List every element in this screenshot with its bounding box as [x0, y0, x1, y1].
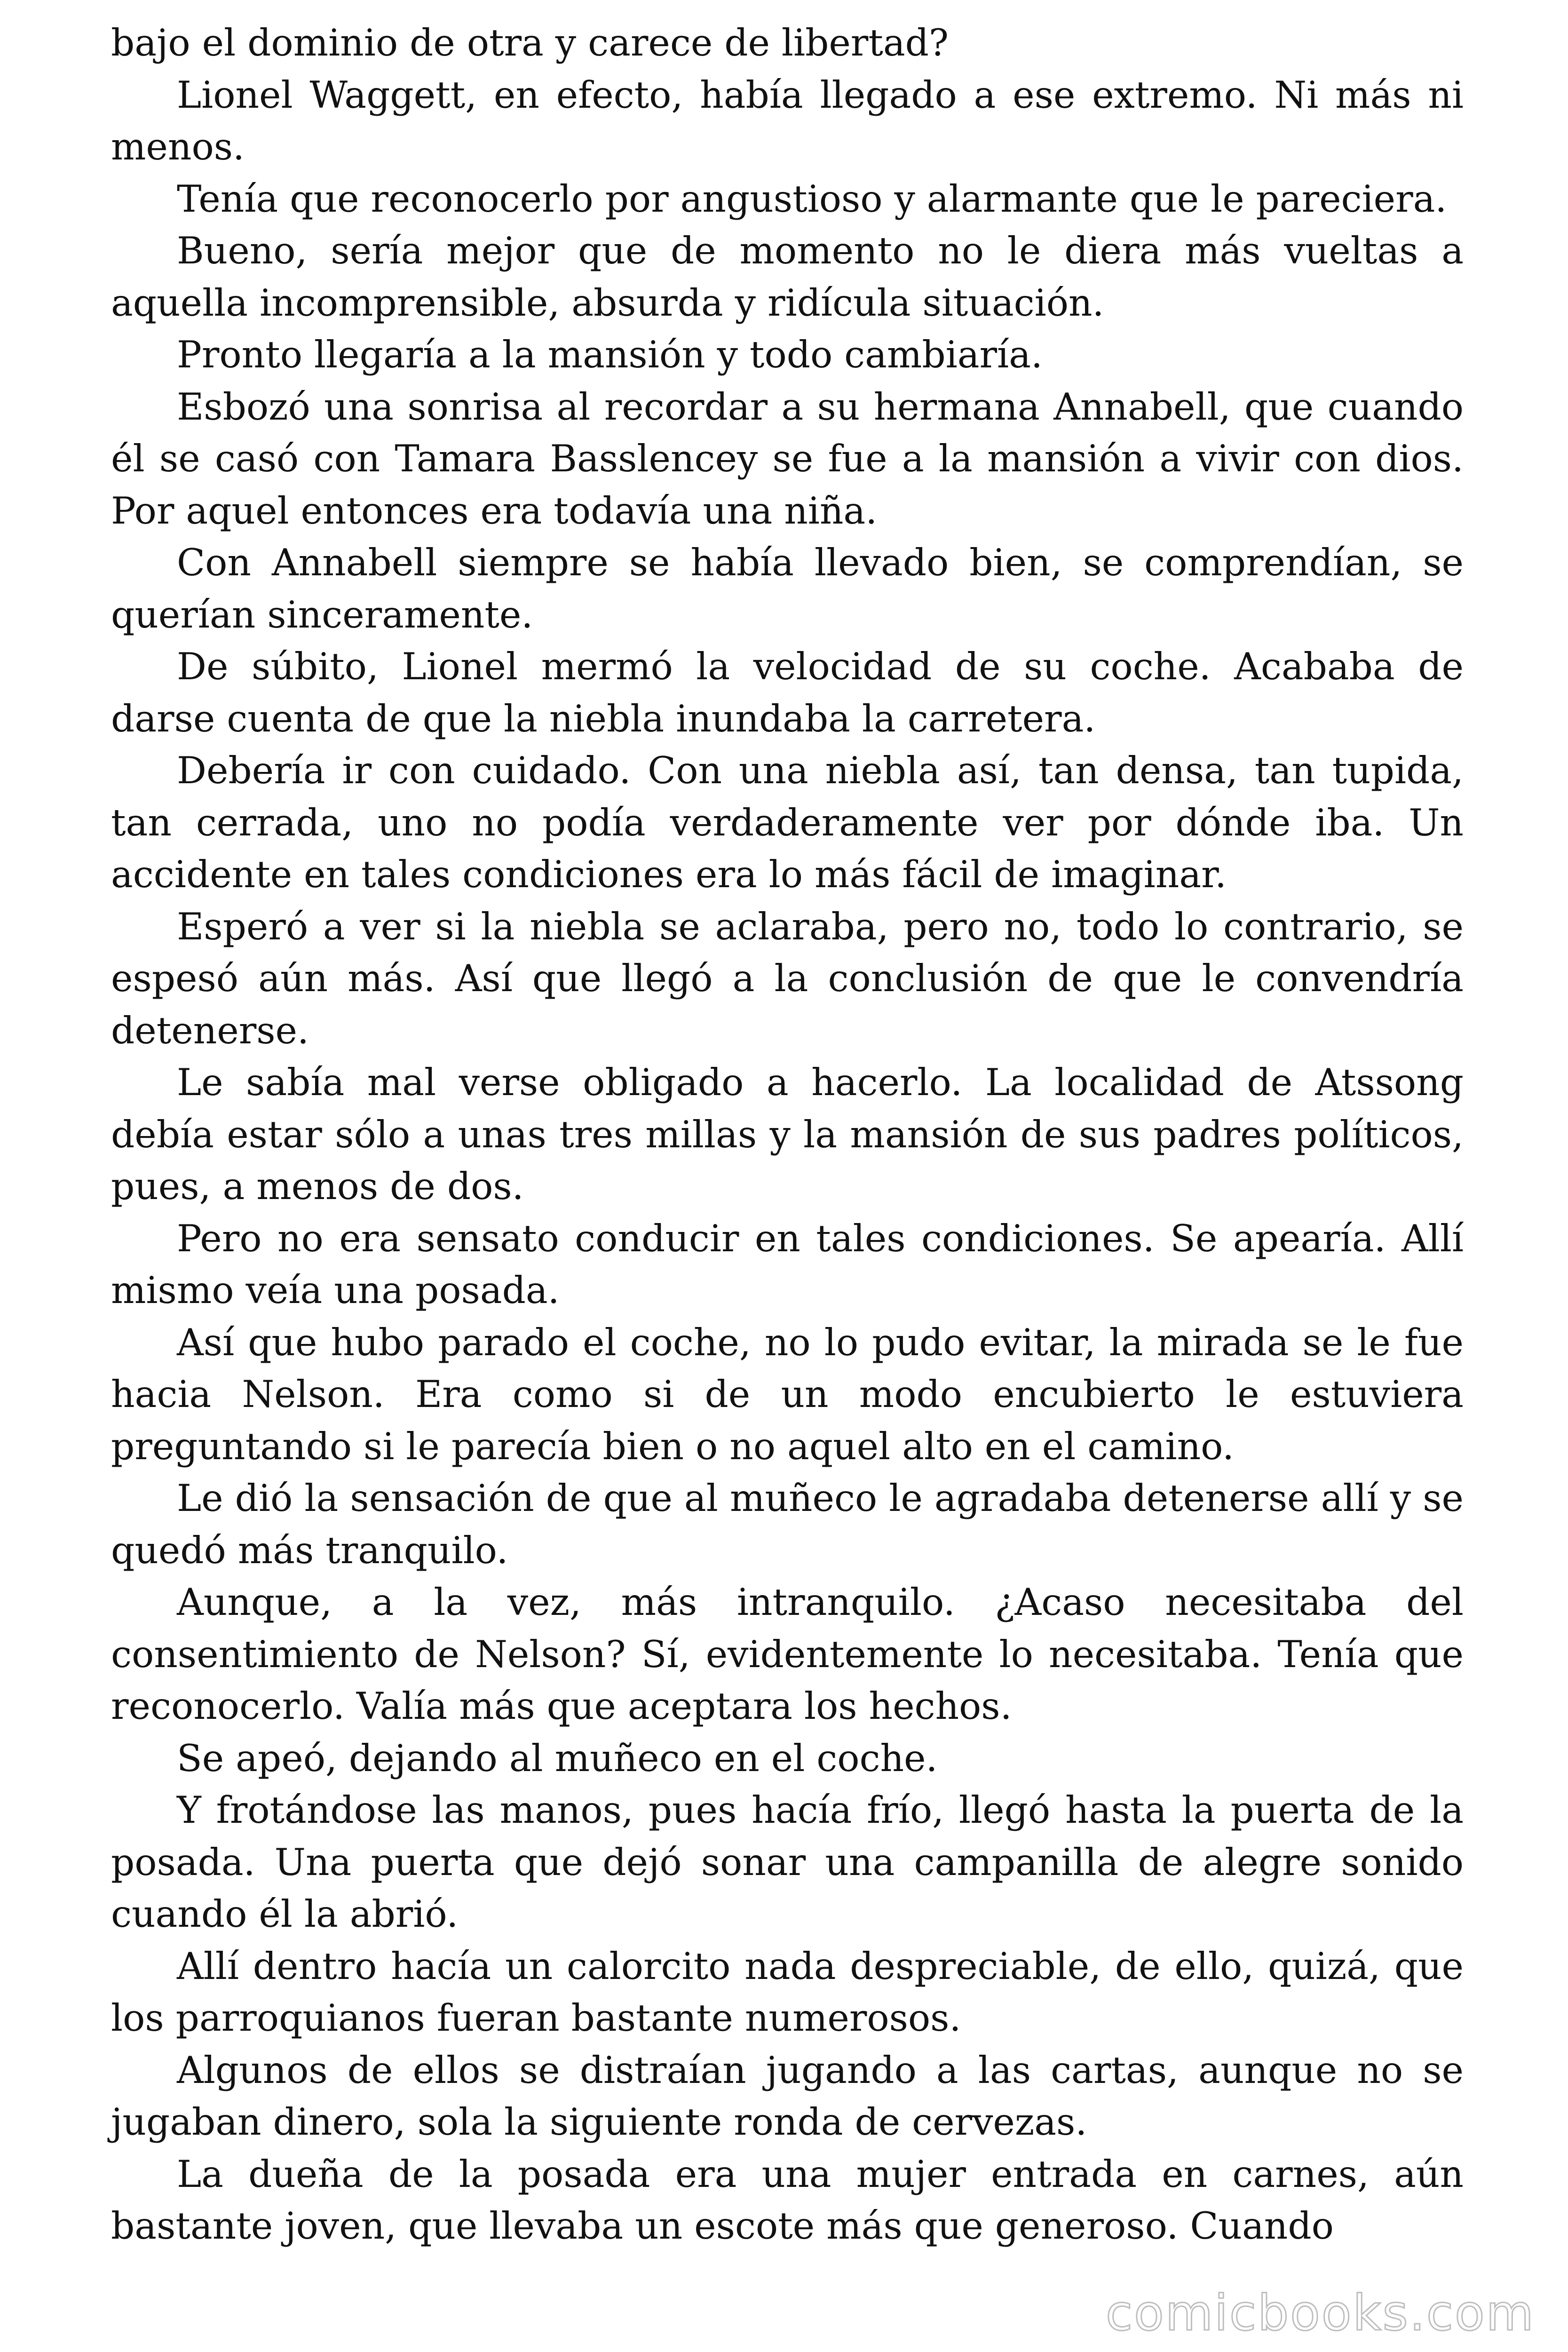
paragraph: La dueña de la posada era una mujer entrada en carnes, aún bastante joven, que llevaba un escote más que generoso. Cuando	[111, 2152, 1464, 2248]
book-page	[111, 17, 1464, 2252]
paragraph: Y frotándose las manos, pues hacía frío, llegó hasta la puerta de la posada. Una puerta que dejó sonar una campanilla de alegre sonido cuando él la abrió.	[111, 1788, 1464, 1936]
watermark: comicbooks.com	[1105, 2284, 1535, 2342]
paragraph: Aunque, a la vez, más intranquilo. ¿Acaso necesitaba del consentimiento de Nelson? Sí, evidentemente lo necesitaba. Tenía que reconocerlo. Valía más que aceptara los hechos.	[111, 1581, 1464, 1728]
paragraph: Esperó a ver si la niebla se aclaraba, pero no, todo lo contrario, se espesó aún más. Así que llegó a la conclusión de que le convendría detenerse.	[111, 905, 1464, 1052]
paragraph: Bueno, sería mejor que de momento no le diera más vueltas a aquella incomprensible, absurda y ridícula situación.	[111, 229, 1464, 325]
paragraph: Allí dentro hacía un calorcito nada despreciable, de ello, quizá, que los parroquianos fueran bastante numerosos.	[111, 1944, 1464, 2040]
paragraph: Le sabía mal verse obligado a hacerlo. La localidad de Atssong debía estar sólo a unas tres millas y la mansión de sus padres políticos, pues, a menos de dos.	[111, 1061, 1464, 1208]
paragraph: Debería ir con cuidado. Con una niebla así, tan densa, tan tupida, tan cerrada, uno no podía verdaderamente ver por dónde iba. Un accidente en tales condiciones era lo más fácil de imaginar.	[111, 749, 1464, 896]
paragraph: Pero no era sensato conducir en tales condiciones. Se apearía. Allí mismo veía una posada.	[111, 1216, 1464, 1312]
paragraph: Con Annabell siempre se había llevado bien, se comprendían, se querían sinceramente.	[111, 541, 1464, 636]
paragraph: Esbozó una sonrisa al recordar a su hermana Annabell, que cuando él se casó con Tamara Basslencey se fue a la mansión a vivir con dios. Por aquel entonces era todavía una niña.	[111, 385, 1464, 532]
paragraph: Así que hubo parado el coche, no lo pudo evitar, la mirada se le fue hacia Nelson. Era como si de un modo encubierto le estuviera preguntando si le parecía bien o no aquel alto en el camino.	[111, 1320, 1464, 1468]
paragraph: Algunos de ellos se distraían jugando a las cartas, aunque no se jugaban dinero, sola la siguiente ronda de cervezas.	[111, 2048, 1464, 2144]
paragraph: Pronto llegaría a la mansión y todo cambiaría.	[177, 333, 1043, 376]
paragraph: Se apeó, dejando al muñeco en el coche.	[177, 1736, 938, 1780]
paragraph: Lionel Waggett, en efecto, había llegado a ese extremo. Ni más ni menos.	[111, 73, 1464, 168]
paragraph: bajo el dominio de otra y carece de libertad?	[111, 21, 949, 64]
paragraph: Tenía que reconocerlo por angustioso y alarmante que le pareciera.	[177, 177, 1447, 221]
paragraph: Le dió la sensación de que al muñeco le agradaba detenerse allí y se quedó más tranquilo.	[111, 1477, 1464, 1572]
paragraph: De súbito, Lionel mermó la velocidad de su coche. Acababa de darse cuenta de que la niebla inundaba la carretera.	[111, 645, 1464, 740]
